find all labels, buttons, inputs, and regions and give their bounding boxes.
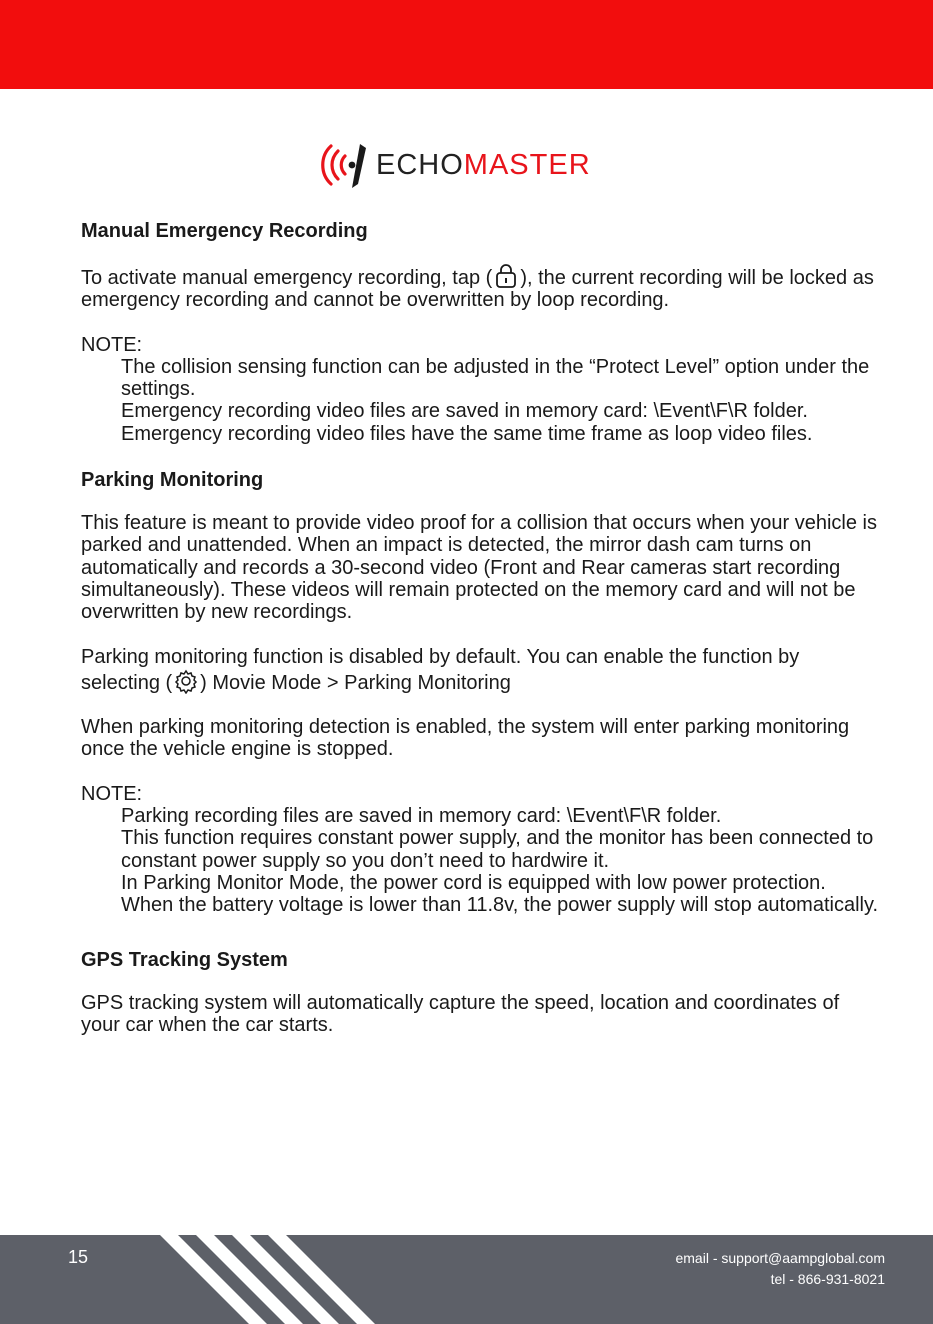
parking-paragraph-1: This feature is meant to provide video proof for a collision that occurs when your vehicle is parked and unattended. When an impact is detected, the mirror dash cam turns on automatically and records a 30-second video (Front and Rear cameras start recording simultaneously). These videos will remain protected on the memory card and will not be overwritten by new recordings. (81, 512, 877, 624)
gear-icon (172, 668, 200, 694)
lock-icon (492, 263, 520, 289)
note-item: This function requires constant power supply, and the monitor has been connected to constant power supply so you don’t need to hardwire it. (121, 827, 874, 872)
logo-text-master: MASTER (463, 148, 591, 181)
page-content (81, 218, 881, 1036)
note-item: Emergency recording video files are saved in memory card: \Event\F\R folder. (121, 400, 808, 423)
contact-phone: tel - 866-931-8021 (770, 1271, 885, 1287)
note-item: Emergency recording video files have the same time frame as loop video files. (121, 422, 813, 445)
manual-body-text-1: To activate manual emergency recording, tap ( (81, 267, 493, 289)
section-heading-manual: Manual Emergency Recording (81, 220, 368, 242)
note-item: The collision sensing function can be adjusted in the “Protect Level” option under the settings. (121, 355, 870, 401)
note-item: In Parking Monitor Mode, the power cord is equipped with low power protection. When the battery voltage is lower than 11.8v, the power supply will stop automatically. (121, 871, 879, 917)
contact-email: email - support@aampglobal.com (675, 1250, 885, 1266)
manual-recording-body (81, 263, 881, 312)
header-band (0, 0, 933, 89)
note-item: Parking recording files are saved in memory card: \Event\F\R folder. (121, 805, 722, 828)
gps-paragraph: GPS tracking system will automatically capture the speed, location and coordinates of your car when the car starts. (81, 991, 840, 1036)
manual-body-text-2: ), the current recording will be locked as emergency recording and cannot be overwritten by loop recording. (81, 267, 874, 312)
footer-band (0, 1235, 933, 1324)
note-list-manual (81, 356, 881, 445)
section-heading-gps: GPS Tracking System (81, 948, 288, 971)
logo-text-echo: ECHO (376, 148, 464, 181)
decorative-stripes (150, 1235, 390, 1324)
echomaster-logo (314, 138, 591, 192)
contact-info (675, 1248, 885, 1290)
parking-paragraph-3: When parking monitoring detection is enabled, the system will enter parking monitoring once the vehicle engine is stopped. (81, 716, 850, 761)
note-label-parking: NOTE: (81, 782, 143, 805)
note-list-parking (81, 805, 881, 916)
parking-body-text-1: Parking monitoring function is disabled by default. You can enable the function by selecting ( (81, 645, 800, 694)
note-label-manual: NOTE: (81, 333, 143, 356)
section-heading-parking: Parking Monitoring (81, 469, 264, 492)
page-number: 15 (68, 1247, 89, 1267)
parking-body-text-2: ) Movie Mode > Parking Monitoring (200, 671, 511, 694)
parking-paragraph-2 (81, 646, 881, 695)
sound-wave-icon (314, 138, 374, 192)
